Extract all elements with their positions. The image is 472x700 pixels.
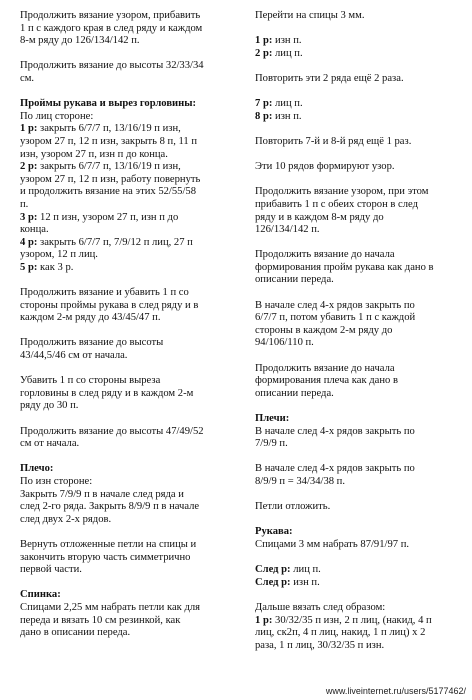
row-label: 4 р: (20, 236, 38, 248)
row-instruction (255, 111, 465, 124)
row-text: изн п. (272, 110, 302, 122)
row-instruction (255, 48, 465, 61)
row-text: лиц п. (290, 564, 321, 576)
left-column (20, 10, 242, 652)
row-label: След р: (255, 576, 291, 588)
section-subtitle: По лиц стороне: (20, 110, 94, 122)
paragraph: Продолжить вязание до высоты 43/44,5/46 см от начала. (20, 337, 164, 362)
paragraph: В начале след 4-х рядов закрыть по 6/7/7 п, потом убавить 1 п с каждой стороны в каждом 2-м ряду до 94/106/110 п. (255, 299, 416, 349)
paragraph: Закрыть 7/9/9 п в начале след ряда и след 2-го ряда. Закрыть 8/9/9 п в начале след двух 2-х рядов. (20, 488, 200, 525)
row-label: 1 р: (255, 35, 273, 47)
row-instruction (255, 35, 465, 48)
paragraph: Продолжить вязание до начала формирования пройм рукава как дано в описании переда. (255, 249, 434, 286)
row-text: изн п. (290, 576, 320, 588)
paragraph: Повторить эти 2 ряда ещё 2 раза. (255, 72, 404, 84)
paragraph: В начале след 4-х рядов закрыть по 8/9/9 п = 34/34/38 п. (255, 463, 415, 487)
row-text: 30/32/35 п изн, 2 п лиц, (накид, 4 п лиц, ск2п, 4 п лиц, накид, 1 п лиц) х 2 раза, 1 п лиц, 30/32/35 п изн. (255, 614, 432, 651)
section-heading: Плечи: (255, 413, 290, 424)
section-heading: Плечо: (20, 463, 54, 475)
paragraph: Продолжить вязание до высоты 32/33/34 см. (20, 60, 204, 84)
row-instruction (20, 123, 242, 161)
paragraph: Продолжить вязание до высоты 47/49/52 см от начала. (20, 425, 204, 450)
section-heading: Проймы рукава и вырез горловины: (20, 98, 197, 110)
paragraph: Продолжить вязание узором, при этом прибавить 1 п с обеих сторон в след ряду и в каждом 8-м ряду до 126/134/142 п. (255, 186, 429, 236)
paragraph: Продолжить вязание узором, прибавить 1 п с каждого края в след ряду и каждом 8-м ряду до 126/134/142 п. (20, 10, 203, 47)
row-instruction (255, 615, 465, 653)
row-label: 2 р: (255, 47, 273, 59)
back-section (20, 589, 242, 639)
row-instruction (20, 237, 242, 262)
row-instruction (20, 262, 242, 275)
row-instruction (255, 98, 465, 111)
paragraph: Повторить 7-й и 8-й ряд ещё 1 раз. (255, 135, 412, 147)
paragraph: Спицами 2,25 мм набрать петли как для переда и вязать 10 см резинкой, как дано в описании переда. (20, 601, 201, 639)
row-text: закрыть 6/7/7 п, 13/16/19 п изн, узором 27 п, 12 п изн, закрыть 8 п, 11 п изн, узором 27 п, изн п до конца. (20, 123, 198, 160)
paragraph: Продолжить вязание до начала формирования плеча как дано в описании переда. (255, 362, 398, 399)
shoulder-section (20, 463, 242, 526)
row-text: 12 п изн, узором 27 п, изн п до конца. (20, 211, 179, 236)
paragraph: Перейти на спицы 3 мм. (255, 10, 365, 21)
section-heading: Спинка: (20, 589, 61, 601)
row-instruction (20, 161, 242, 211)
paragraph: Вернуть отложенные петли на спицы и закончить вторую часть симметрично первой части. (20, 538, 197, 576)
section-subtitle: По изн стороне: (20, 475, 93, 487)
paragraph: Спицами 3 мм набрать 87/91/97 п. (255, 538, 410, 550)
paragraph: Эти 10 рядов формируют узор. (255, 161, 395, 173)
row-text: лиц п. (272, 98, 303, 110)
row-instruction (255, 577, 465, 590)
paragraph: Продолжить вязание и убавить 1 п со стороны проймы рукава в след ряду и в каждом 2-м ряду до 43/45/47 п. (20, 287, 199, 324)
right-column (255, 10, 465, 665)
row-text: закрыть 6/7/7 п, 7/9/12 п лиц, 27 п узором, 12 п лиц. (20, 236, 193, 261)
row-label: След р: (255, 564, 291, 576)
row-label: 1 р: (255, 614, 273, 626)
row-label: 7 р: (255, 98, 273, 110)
row-instruction (255, 564, 465, 577)
pattern-block (255, 602, 465, 652)
row-label: 5 р: (20, 261, 38, 273)
row-label: 3 р: (20, 211, 38, 223)
row-label: 1 р: (20, 123, 38, 135)
row-label: 2 р: (20, 161, 38, 173)
paragraph: Убавить 1 п со стороны выреза горловины в след ряду и в каждом 2-м ряду до 30 п. (20, 375, 194, 412)
rows-block (255, 564, 465, 589)
row-instruction (20, 212, 242, 237)
row-text: как 3 р. (37, 261, 74, 273)
rows-block (255, 98, 465, 123)
paragraph: Петли отложить. (255, 501, 331, 513)
row-label: 8 р: (255, 110, 273, 122)
row-text: изн п. (272, 35, 302, 47)
shoulders-section (255, 413, 465, 489)
source-url-watermark: www.liveinternet.ru/users/5177462/ (325, 686, 466, 697)
paragraph: В начале след 4-х рядов закрыть по 7/9/9 п. (255, 425, 415, 450)
rows-block (255, 35, 465, 60)
row-text: лиц п. (272, 47, 303, 59)
armhole-section (20, 98, 242, 274)
paragraph: Дальше вязать след образом: (255, 601, 386, 613)
sleeve-section (255, 526, 465, 551)
section-heading: Рукава: (255, 526, 293, 538)
row-text: закрыть 6/7/7 п, 13/16/19 п изн, узором 27 п, 12 п изн, работу повернуть и продолжить вязание на этих 52/55/58 п. (20, 161, 201, 210)
